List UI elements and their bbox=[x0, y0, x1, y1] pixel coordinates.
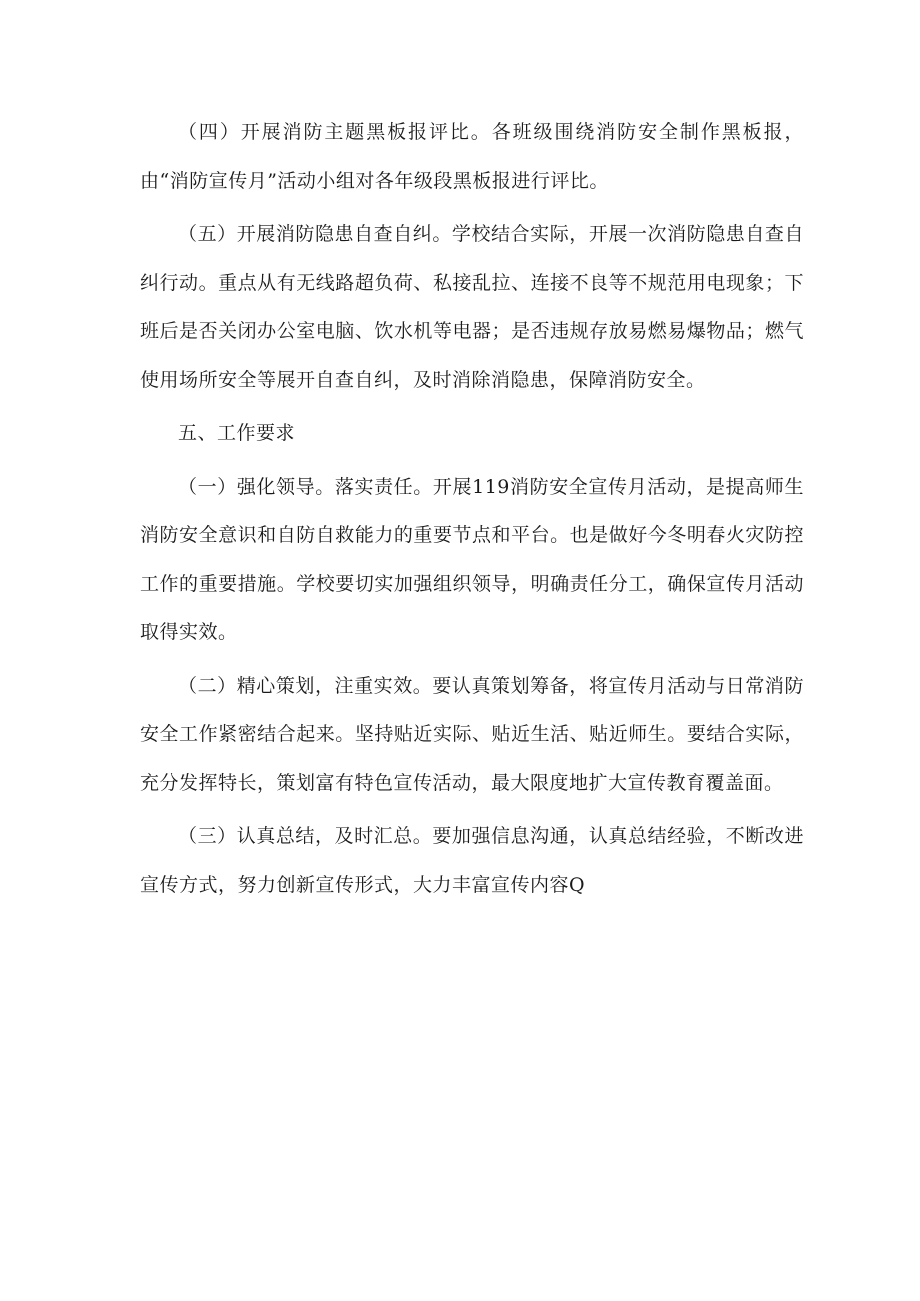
paragraph-careful-planning: （二）精心策划，注重实效。要认真策划筹备，将宣传月活动与日常消防安全工作紧密结合起来。坚持贴近实际、贴近生活、贴近师生。要结合实际，充分发挥特长，策划富有特色宣传活动，最大限度地扩大宣传教育覆盖面。 bbox=[140, 674, 804, 794]
section-heading-work-requirements: 五、工作要求 bbox=[178, 422, 296, 444]
paragraph-summary-reporting: （三）认真总结，及时汇总。要加强信息沟通，认真总结经验，不断改进宣传方式，努力创新宣传形式，大力丰富宣传内容Q bbox=[140, 825, 804, 896]
paragraph-blackboard-contest: （四）开展消防主题黑板报评比。各班级围绕消防安全制作黑板报，由“消防宣传月”活动小组对各年级段黑板报进行评比。 bbox=[140, 121, 804, 192]
document-body bbox=[140, 108, 804, 914]
paragraph-strengthen-leadership: （一）强化领导。落实责任。开展119消防安全宣传月活动，是提高师生消防安全意识和自防自救能力的重要节点和平台。也是做好今冬明春火灾防控工作的重要措施。学校要切实加强组织领导，明确责任分工，确保宣传月活动取得实效。 bbox=[140, 475, 804, 643]
paragraph-hazard-self-inspection: （五）开展消防隐患自查自纠。学校结合实际，开展一次消防隐患自查自纠行动。重点从有无线路超负荷、私接乱拉、连接不良等不规范用电现象；下班后是否关闭办公室电脑、饮水机等电器；是否违规存放易燃易爆物品；燃气使用场所安全等展开自查自纠，及时消除消隐患，保障消防安全。 bbox=[140, 223, 804, 391]
